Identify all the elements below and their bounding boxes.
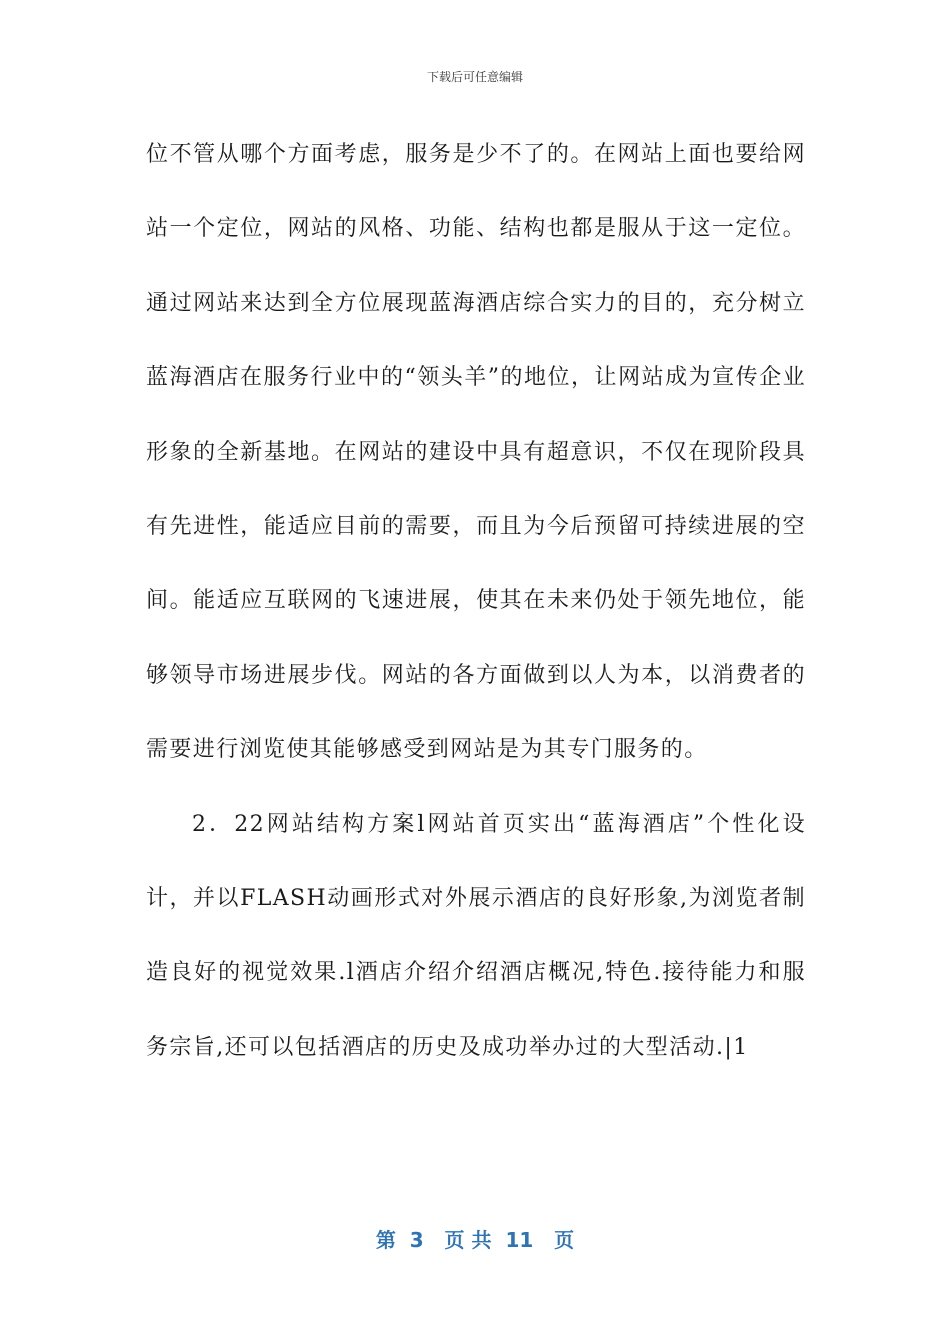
page-number-footer: 第 3 页 共 11 页 xyxy=(375,1228,575,1252)
body-text xyxy=(146,118,806,1085)
paragraph-website-positioning: 位不管从哪个方面考虑，服务是少不了的。在网站上面也要给网站一个定位，网站的风格、功能、结构也都是服从于这一定位。通过网站来达到全方位展现蓝海酒店综合实力的目的，充分树立蓝海酒店在服务行业中的“领头羊”的地位，让网站成为宣传企业形象的全新基地。在网站的建设中具有超意识，不仅在现阶段具有先进性，能适应目前的需要，而且为今后预留可持续进展的空间。能适应互联网的飞速进展，使其在未来仍处于领先地位，能够领导市场进展步伐。网站的各方面做到以人为本，以消费者的需要进行浏览使其能够感受到网站是为其专门服务的。 xyxy=(146,142,806,763)
header-note: 下载后可任意编辑 xyxy=(426,70,523,84)
paragraph-website-structure: 2．22网站结构方案l网站首页实出“蓝海酒店”个性化设计，并以FLASH动画形式对外展示酒店的良好形象,为浏览者制造良好的视觉效果.l酒店介绍介绍酒店概况,特色.接待能力和服务宗旨,还可以包括酒店的历史及成功举办过的大型活动.|1 xyxy=(146,811,806,1060)
